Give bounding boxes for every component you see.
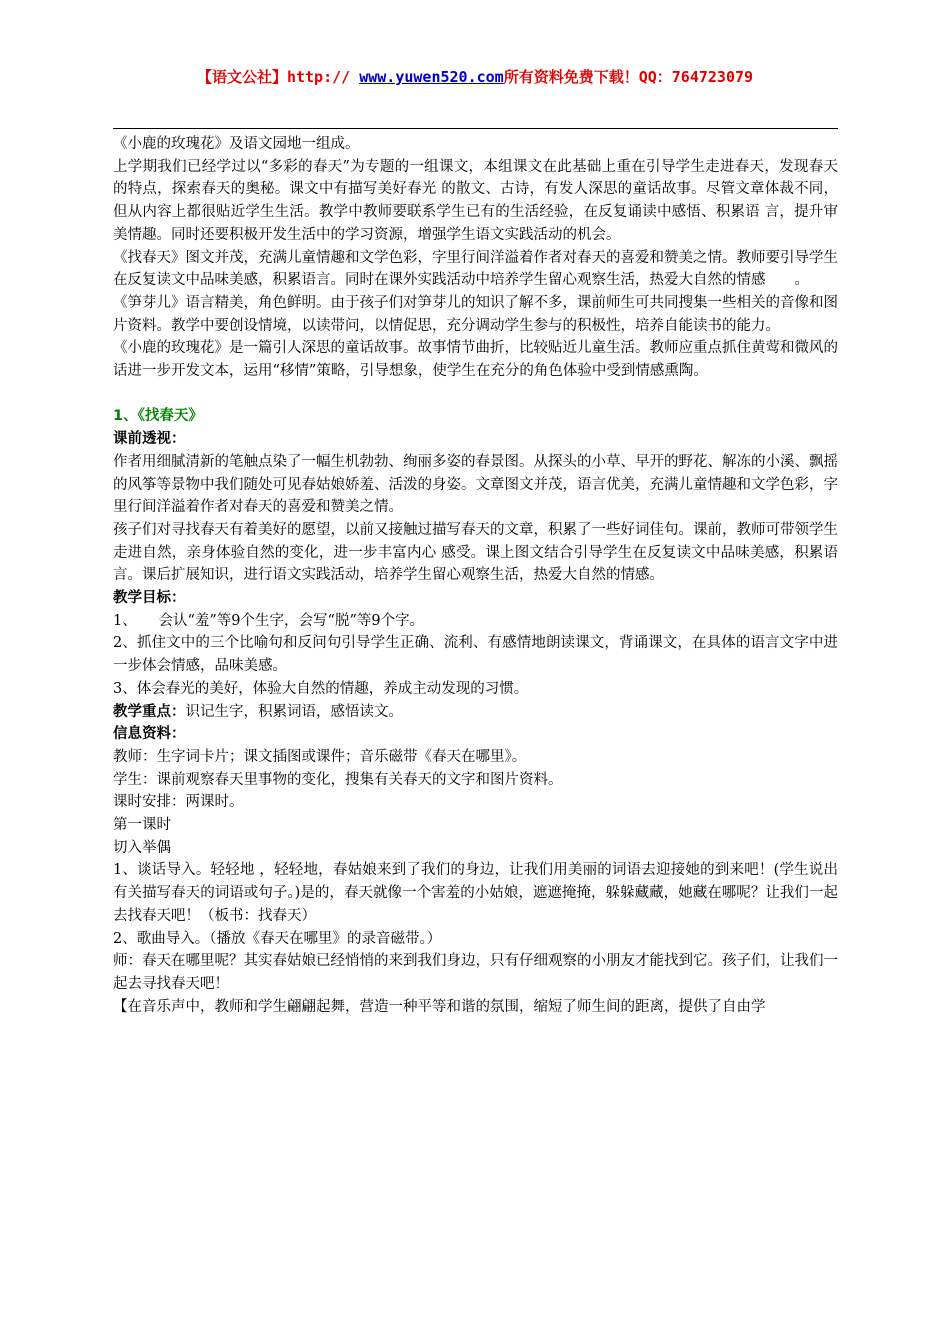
section-title: 1、《找春天》 [113,408,203,425]
paragraph: 孩子们对寻找春天有着美好的愿望，以前又接触过描写春天的文章，积累了一些好词佳句。课前，教师可带领学生走进自然，亲身体验自然的变化，进一步丰富内心 感受。课上图文结合引导学生在反复读文中品味美感，积累语言。课后扩展知识，进行语文实践活动，培养学生留心观察生活，热爱大自然的情感。 [113,521,838,584]
paragraph: 《小鹿的玫瑰花》及语文园地一组成。 [113,136,360,152]
goal-item: 3、体会春光的美好，体验大自然的情趣，养成主动发现的习惯。 [113,680,529,697]
info-label: 信息资料： [113,726,186,743]
preview-label: 课前透视： [113,431,186,448]
spacer [113,383,838,406]
goals-label: 教学目标： [113,590,186,607]
goal-item: 2、抓住文中的三个比喻句和反问句引导学生正确、流利、有感情地朗读课文，背诵课文，在具体的语言文字中进一步体会情感，品味美感。 [113,635,838,675]
info-line: 学生：课前观察春天里事物的变化，搜集有关春天的文字和图片资料。 [113,771,563,788]
header-url-link[interactable]: www.yuwen520.com [359,68,504,86]
header-prefix: 【语文公社】http:// [196,68,360,86]
page-header [0,66,950,87]
document-body [113,133,838,1018]
paragraph: 《小鹿的玫瑰花》是一篇引人深思的童话故事。故事情节曲折，比较贴近儿童生活。教师应重点抓住黄莺和微风的话进一步开发文本，运用“移情”策略，引导想象，使学生在充分的角色体验中受到情感熏陶。 [113,340,838,380]
paragraph: 《笋芽儿》语言精美，角色鲜明。由于孩子们对笋芽儿的知识了解不多，课前师生可共同搜集一些相关的音像和图片资料。教学中要创设情境，以读带问，以情促思，充分调动学生参与的积极性，培养自能读书的能力。 [113,294,838,334]
goal-item: 1、 会认“羞”等9个生字，会写“脱”等9个字。 [113,612,425,629]
key-text: 识记生字，积累词语，感悟读文。 [185,703,403,720]
key-label: 教学重点： [113,703,186,720]
info-line: 课时安排：两课时。 [113,794,244,811]
paragraph: 《找春天》图文并茂，充满儿童情趣和文学色彩，字里行间洋溢着作者对春天的喜爱和赞美之情。教师要引导学生在反复读文中品味美感，积累语言。同时在课外实践活动中培养学生留心观察生活，热爱大自然的情感 。 [113,249,838,289]
header-suffix: 所有资料免费下载！QQ：764723079 [503,68,754,86]
key-point [113,701,838,724]
info-line: 【在音乐声中，教师和学生翩翩起舞，营造一种平等和谐的氛围，缩短了师生间的距离，提供了自由学 [113,998,766,1015]
info-line: 1、谈话导入。轻轻地 ，轻轻地，春姑娘来到了我们的身边，让我们用美丽的词语去迎接她的到来吧！(学生说出有关描写春天的词语或句子。)是的，春天就像一个害羞的小姑娘，遮遮掩掩，躲躲藏藏，她藏在哪呢？让我们一起去找春天吧！（板书：找春天） [113,862,838,924]
info-line: 师：春天在哪里呢？其实春姑娘已经悄悄的来到我们身边，只有仔细观察的小朋友才能找到它。孩子们，让我们一起去寻找春天吧！ [113,953,838,992]
info-line: 第一课时 [113,817,171,834]
info-line: 教师：生字词卡片；课文插图或课件；音乐磁带《春天在哪里》。 [113,748,527,765]
info-line: 切入举偶 [113,839,171,856]
paragraph: 作者用细腻清新的笔触点染了一幅生机勃勃、绚丽多姿的春景图。从探头的小草、早开的野花、解冻的小溪、飘摇的风筝等景物中我们随处可见春姑娘娇羞、活泼的身姿。文章图文并茂，语言优美，充满儿童情趣和文学色彩，字里行间洋溢着作者对春天的喜爱和赞美之情。 [113,453,838,516]
paragraph: 上学期我们已经学过以“多彩的春天”为专题的一组课文，本组课文在此基础上重在引导学生走进春天，发现春天的特点，探索春天的奥秘。课文中有描写美好春光 的散文、古诗，有发人深思的童话故事。尽管文章体裁不同，但从内容上都很贴近学生生活。教学中教师要联系学生已有的生活经验，在反复诵读中感悟、积累语 言，提升审美情趣。同时还要积极开发生活中的学习资源，增强学生语文实践活动的机会。 [113,158,838,243]
info-line: 2、歌曲导入。（播放《春天在哪里》的录音磁带。） [113,930,442,947]
header-divider [113,128,838,129]
